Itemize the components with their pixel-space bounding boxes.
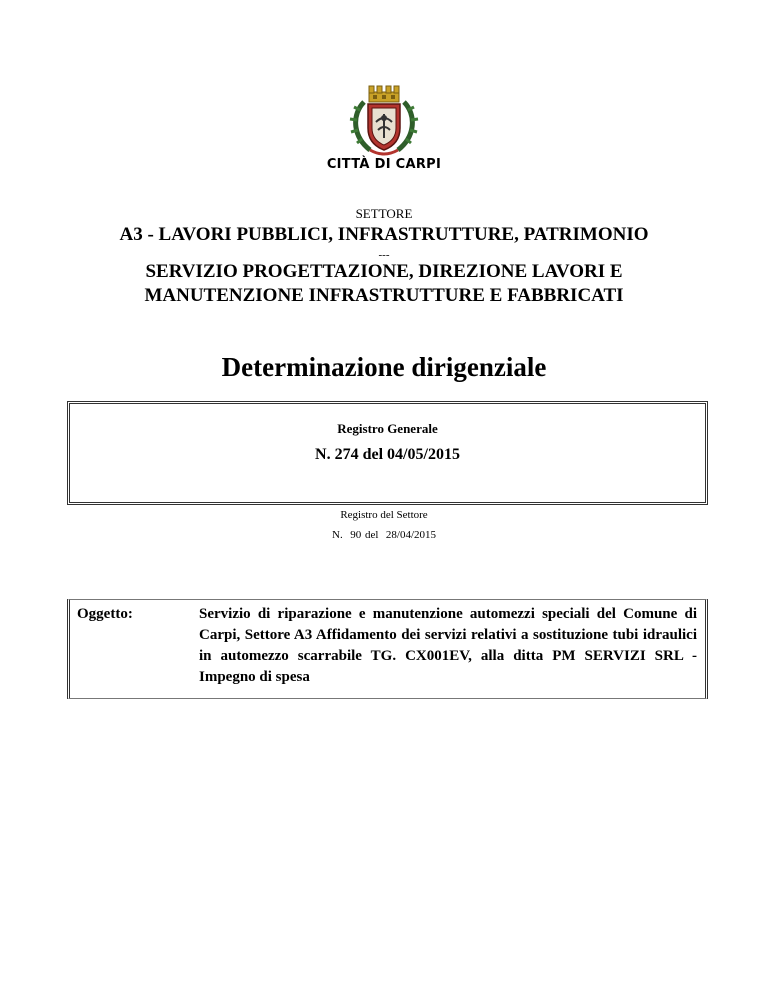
crest-crown [369,86,399,102]
registro-generale-label: Registro Generale [337,421,438,436]
section-separator: --- [378,249,390,261]
crest-shield [368,104,400,150]
registro-generale-box [67,401,708,505]
document-title: Determinazione dirigenziale [221,352,547,382]
oggetto-text: Servizio di riparazione e manutenzione automezzi speciali del Comune di Carpi, Settore A3 Affidamento dei servizi relativi a sostituzione tubi idraulici in automezzo scarrabile TG. CX001EV, alla ditta PM SERVIZI SRL - Impegno di spesa [199,606,697,685]
settore-label: SETTORE [355,206,413,221]
servizio-name-line1: SERVIZIO PROGETTAZIONE, DIREZIONE LAVORI E [145,261,623,282]
settore-name: A3 - LAVORI PUBBLICI, INFRASTRUTTURE, PATRIMONIO [119,224,649,245]
oggetto-label: Oggetto: [77,606,133,622]
city-crest-logo [348,84,420,160]
servizio-name-line2: MANUTENZIONE INFRASTRUTTURE E FABBRICATI [144,285,624,306]
registro-settore-label: Registro del Settore [340,509,428,521]
registro-generale-number: N. 274 del 04/05/2015 [315,446,460,463]
registro-settore-number: N. 90 del 28/04/2015 [332,529,436,541]
city-name: CITTÀ DI CARPI [326,157,442,172]
oggetto-table [67,599,708,699]
